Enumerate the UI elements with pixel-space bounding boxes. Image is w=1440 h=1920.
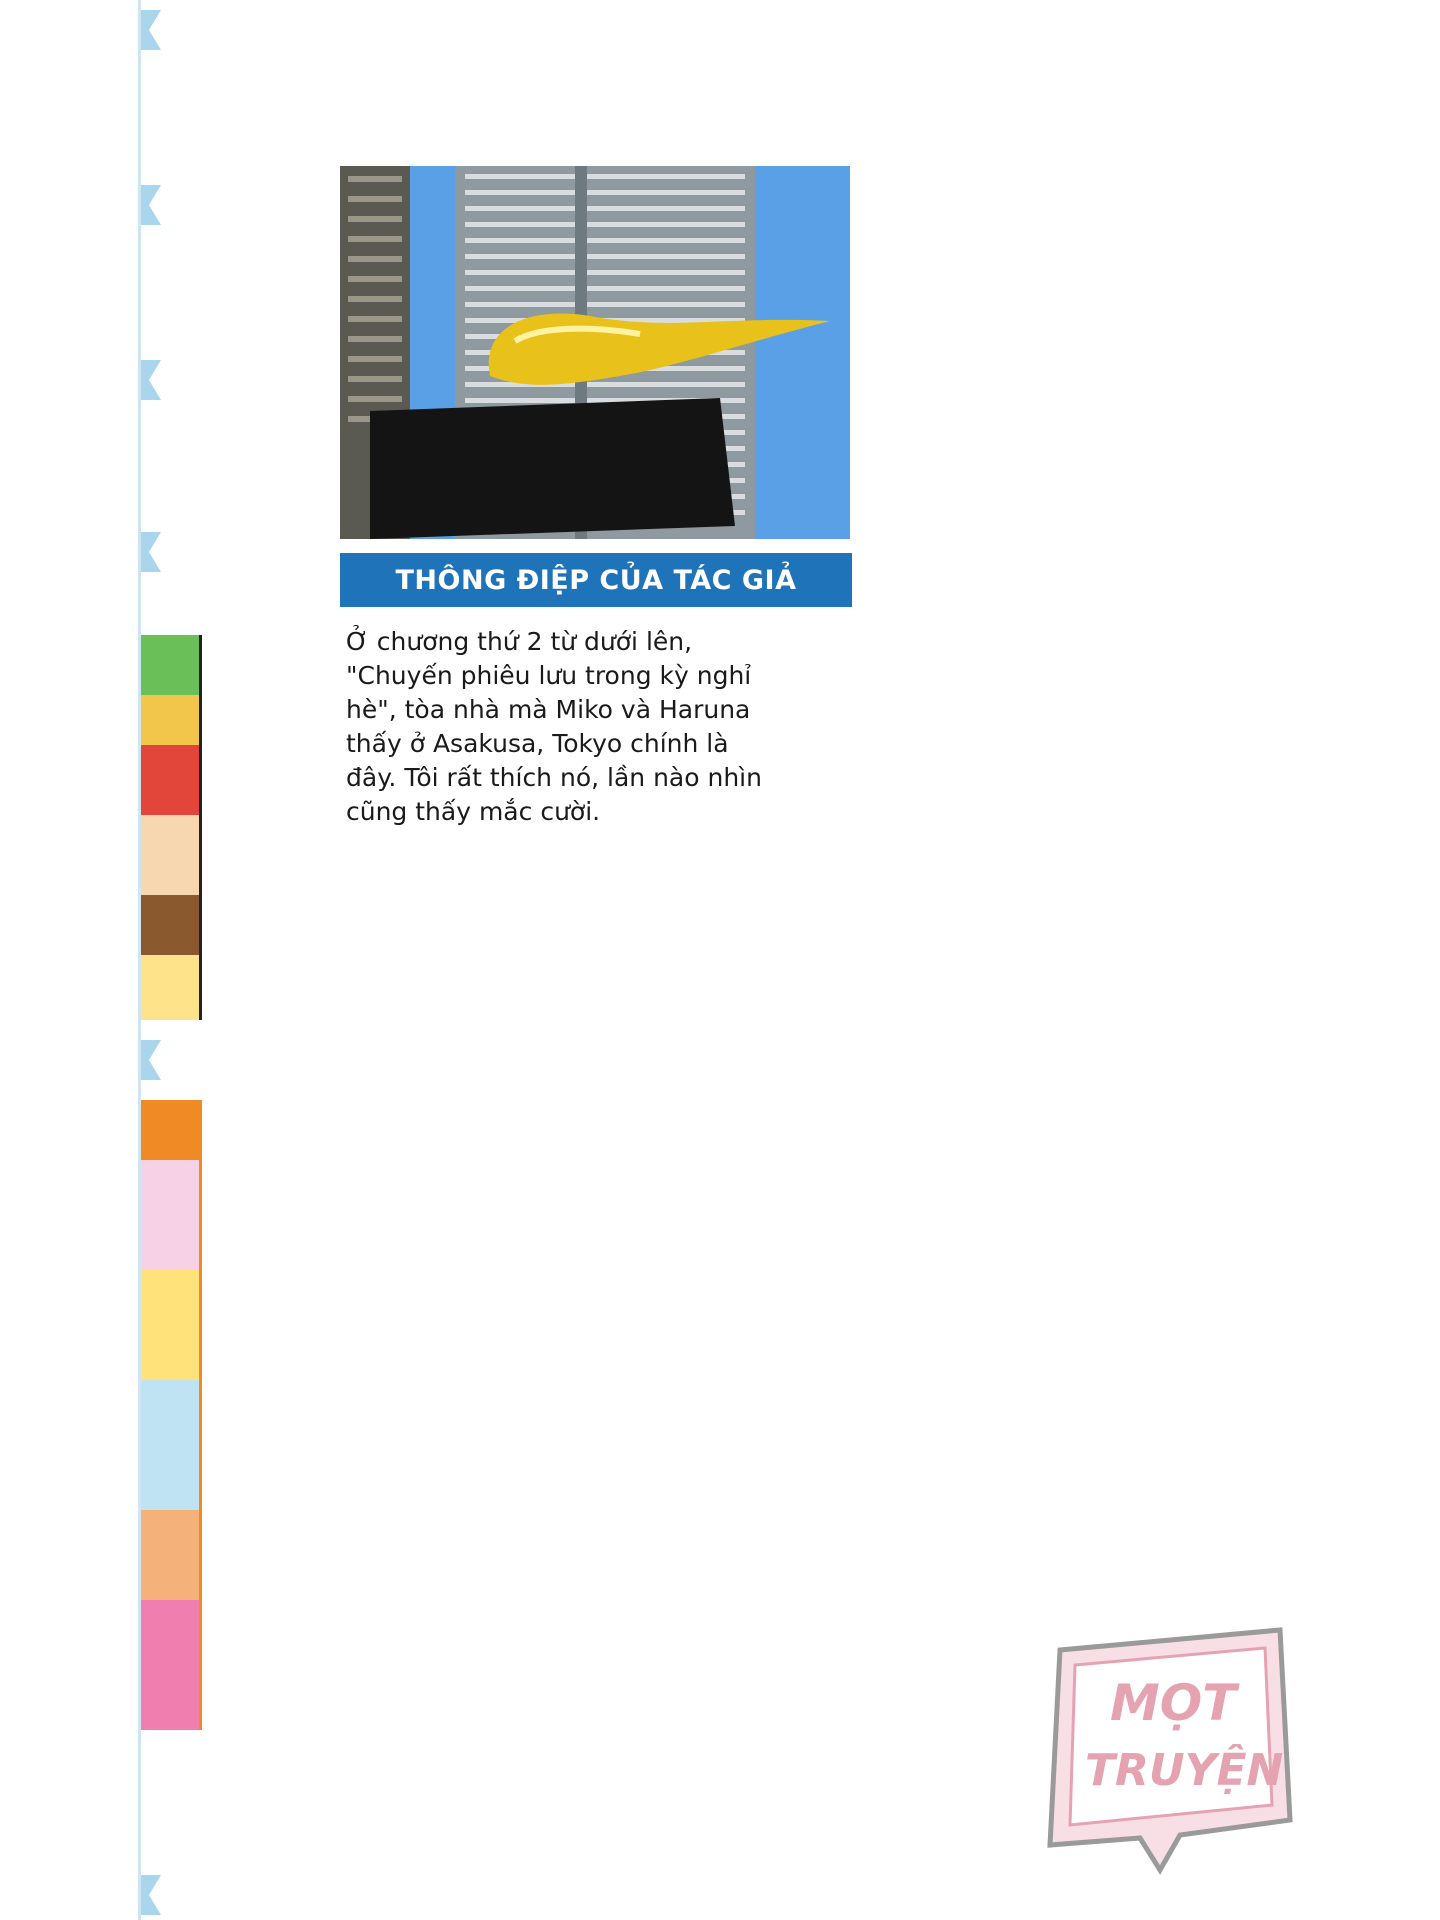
watermark-logo bbox=[1040, 1620, 1300, 1880]
illustration-block bbox=[141, 1510, 199, 1600]
manga-strip-illustration-bottom bbox=[141, 1100, 202, 1730]
illustration-block bbox=[141, 815, 199, 895]
illustration-block bbox=[141, 895, 199, 955]
illustration-block bbox=[141, 1160, 199, 1270]
building-photo bbox=[340, 166, 850, 539]
message-line: hè", tòa nhà mà Miko và Haruna bbox=[346, 695, 751, 724]
watermark-line2: TRUYỆN bbox=[1085, 1745, 1284, 1796]
watermark-line1: MỌT bbox=[1110, 1674, 1237, 1732]
section-title-bar bbox=[340, 553, 852, 607]
message-line: đây. Tôi rất thích nó, lần nào nhìn bbox=[346, 763, 762, 792]
author-message bbox=[346, 625, 854, 829]
illustration-block bbox=[141, 695, 199, 745]
message-line: thấy ở Asakusa, Tokyo chính là bbox=[346, 729, 729, 758]
message-line: cũng thấy mắc cười. bbox=[346, 797, 601, 826]
manga-strip-illustration-top bbox=[141, 635, 202, 1020]
illustration-block bbox=[141, 745, 199, 815]
message-line: "Chuyến phiêu lưu trong kỳ nghỉ bbox=[346, 661, 752, 690]
black-pedestal bbox=[370, 398, 735, 539]
illustration-block bbox=[141, 1380, 199, 1510]
building-photo-illustration bbox=[340, 166, 850, 539]
illustration-block bbox=[141, 1100, 199, 1160]
message-line: Ở chương thứ 2 từ dưới lên, bbox=[346, 627, 693, 656]
section-title: THÔNG ĐIỆP CỦA TÁC GIẢ bbox=[395, 564, 797, 596]
watermark-logo-graphic bbox=[1040, 1620, 1300, 1880]
illustration-block bbox=[141, 955, 199, 1020]
illustration-block bbox=[141, 1600, 199, 1730]
illustration-block bbox=[141, 635, 199, 695]
illustration-block bbox=[141, 1270, 199, 1380]
